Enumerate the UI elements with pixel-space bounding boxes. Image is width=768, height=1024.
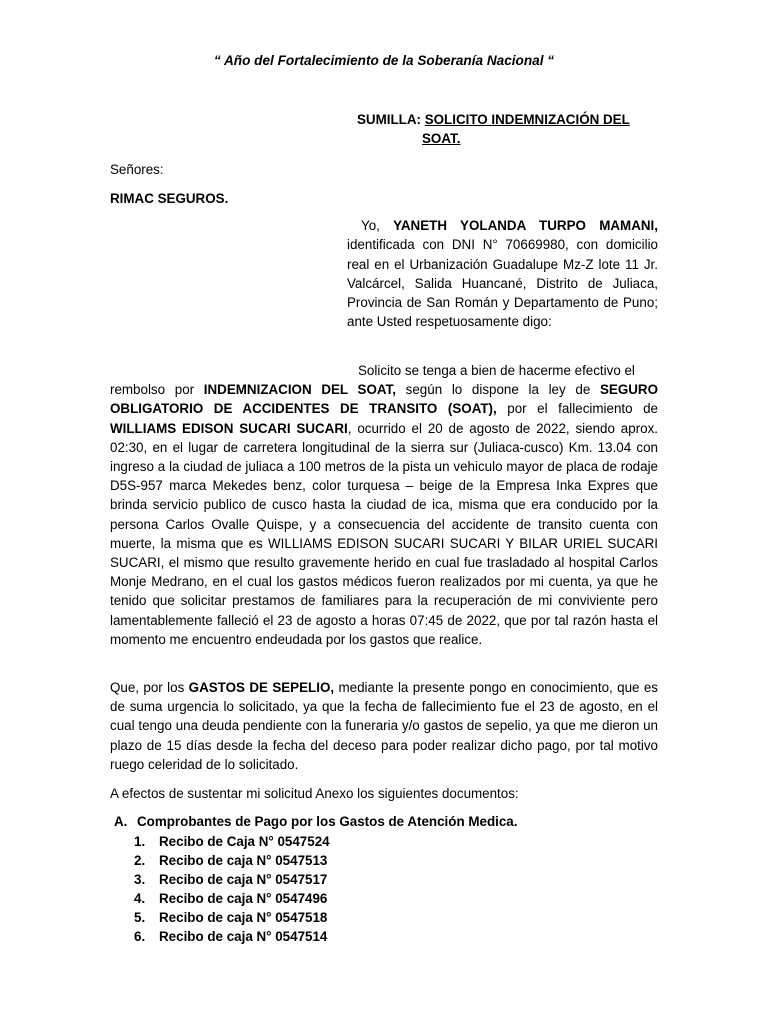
item-number: 1.: [134, 834, 146, 849]
funeral-text-1: Que, por los: [110, 680, 189, 695]
item-text: Recibo de caja N° 0547518: [159, 910, 328, 925]
list-item: [134, 908, 330, 927]
item-text: Recibo de caja N° 0547514: [159, 929, 328, 944]
sumilla-block: [357, 110, 657, 148]
intro-paragraph: [347, 216, 658, 332]
request-paragraph: [110, 361, 658, 649]
request-bold-2: SEGURO OBLIGATORIO DE ACCIDENTES DE TRANSITO (SOAT),: [110, 382, 658, 417]
item-text: Recibo de caja N° 0547513: [159, 853, 328, 868]
request-text-4: , ocurrido el 20 de agosto de 2022, siendo aprox. 02:30, en el lugar de carretera longitudinal de la sierra sur (Juliaca-cusco) Km. 13.04 con ingreso a la ciudad de juliaca a 100 metros de la pista un vehiculo mayor de placa de rodaje D5S-957 marca Mekedes benz, color turquesa – beige de la Empresa Inka Expres que brinda servicio publico de cusco hasta la ciudad de ica, misma que era conducido por la persona Carlos Ovalle Quispe, y a consecuencia del accidente de transito cuenta con muerte, la misma que es WILLIAMS EDISON SUCARI SUCARI Y BILAR URIEL SUCARI SUCARI, el mismo que resulto gravemente herido en cual fue trasladado al hospital Carlos Monje Medrano, en el cual los gastos médicos fueron realizados por mi cuenta, ya que he tenido que solicitar prestamos de familiares para la recuperación de mi conviviente pero lamentablemente falleció el 23 de agosto a horas 07:45 de 2022, que por tal razón hasta el momento me encuentro endeudada por los gastos que realice.: [110, 420, 658, 647]
annex-intro: A efectos de sustentar mi solicitud Anexo los siguientes documentos:: [110, 786, 519, 801]
request-bold-1: INDEMNIZACION DEL SOAT,: [203, 382, 396, 398]
item-number: 2.: [134, 853, 146, 868]
item-number: 3.: [134, 872, 146, 887]
request-text-1: rembolso por: [110, 382, 204, 398]
intro-text-rest: identificada con DNI N° 70669980, con domicilio real en el Urbanización Guadalupe Mz-Z lote 11 Jr. Valcárcel, Salida Huancané, Distrito de Juliaca, Provincia de San Román y Departamento de Puno; ante Usted respetuosamente digo:: [347, 237, 658, 330]
applicant-name: YANETH YOLANDA TURPO MAMANI,: [393, 218, 658, 233]
request-text-2: según lo dispone la ley de: [395, 382, 600, 398]
list-item: [134, 870, 330, 889]
list-item: [134, 832, 330, 851]
funeral-text-2: mediante la presente pongo en conocimiento, que es de suma urgencia lo solicitado, ya que la fecha de fallecimiento fue el 23 de agosto, en el cual tengo una deuda pendiente con la funeraria y/o gastos de sepelio, ya que me dieron un plazo de 15 días desde la fecha del deceso para poder realizar dicho pago, por tal motivo ruego celeridad de lo solicitado.: [110, 680, 658, 772]
funeral-paragraph: [110, 678, 658, 774]
item-text: Recibo de Caja N° 0547524: [159, 834, 330, 849]
salutation: Señores:: [110, 162, 164, 177]
year-motto: “ Año del Fortalecimiento de la Soberanía Nacional “: [213, 53, 555, 68]
item-number: 6.: [134, 929, 146, 944]
funeral-bold: GASTOS DE SEPELIO,: [188, 680, 335, 695]
item-number: 4.: [134, 891, 146, 906]
section-a-title: Comprobantes de Pago por los Gastos de Atención Medica.: [137, 814, 518, 829]
list-item: [134, 851, 330, 870]
item-text: Recibo de caja N° 0547496: [159, 891, 328, 906]
item-text: Recibo de caja N° 0547517: [159, 872, 328, 887]
sumilla-label: SUMILLA:: [357, 112, 421, 127]
list-item: [134, 927, 330, 946]
request-first-line: Solicito se tenga a bien de hacerme efectivo el: [358, 363, 635, 378]
section-a-heading: [114, 812, 517, 831]
sumilla-subject-line1: SOLICITO INDEMNIZACIÓN DEL: [424, 112, 630, 127]
intro-text-start: Yo,: [361, 218, 380, 233]
item-number: 5.: [134, 910, 146, 925]
request-text-3: por el fallecimiento de: [496, 401, 658, 417]
list-item: [134, 889, 330, 908]
deceased-name: WILLIAMS EDISON SUCARI SUCARI: [110, 420, 348, 436]
section-a-letter: A.: [114, 814, 128, 829]
receipts-list: [134, 832, 330, 946]
recipient: RIMAC SEGUROS.: [110, 191, 229, 206]
sumilla-subject-line2: SOAT.: [422, 131, 461, 146]
